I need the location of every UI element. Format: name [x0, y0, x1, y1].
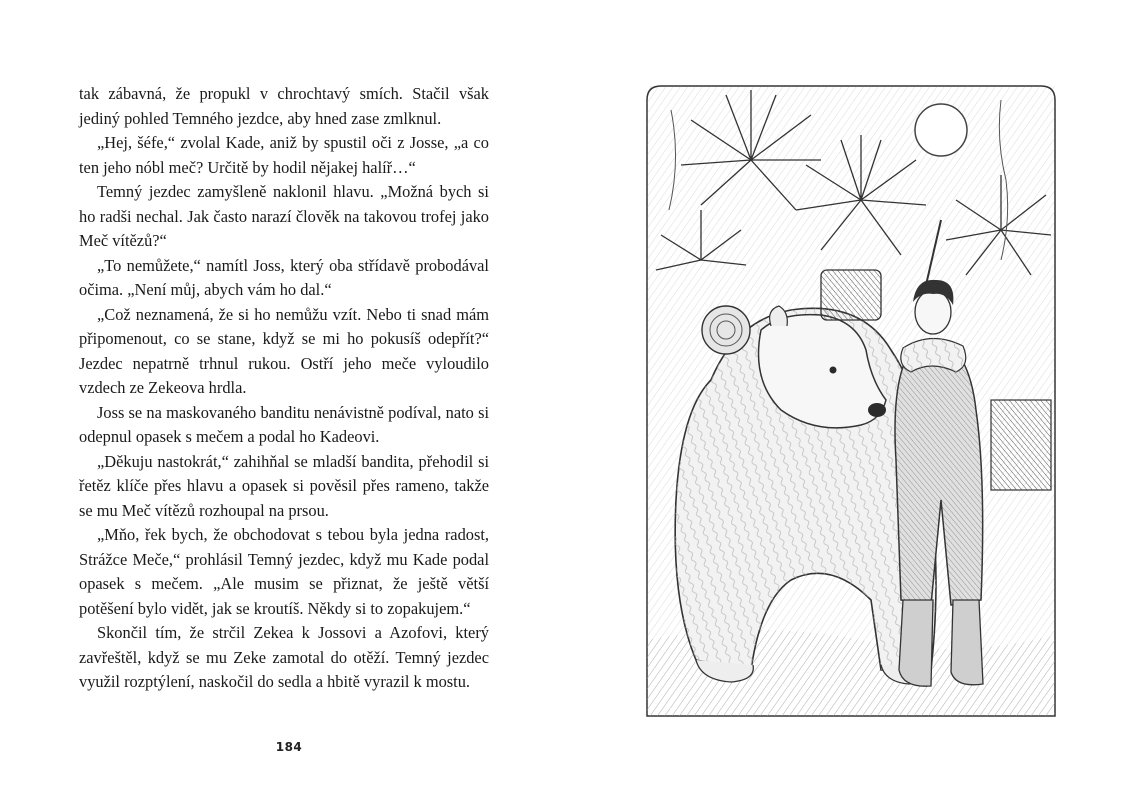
paragraph: „Což neznamená, že si ho nemůžu vzít. Nebo ti snad mám připomenout, co se stane, když se mi ho pokusíš odepřít?“ Jezdec nepatrně trhnul rukou. Ostří jeho meče vyloudilo vzdech ze Zekeova hrdla. [79, 304, 489, 397]
temple-door [991, 400, 1051, 490]
paragraph: „Hej, šéfe,“ zvolal Kade, aniž by spustil oči z Josse, „a co ten jeho nóbl meč? Určitě by hodil nějakej halíř…“ [79, 133, 489, 177]
paragraph: „To nemůžete,“ namítl Joss, který oba střídavě probodával očima. „Není můj, abych vám ho dal.“ [79, 255, 489, 299]
paragraph: Skončil tím, že strčil Zekea k Jossovi a Azofovi, který zavřeštěl, když se mu Zeke zamotal do otěží. Temný jezdec využil rozptýlení, naskočil do sedla a hbitě vyrazil k mostu. [79, 623, 489, 691]
paragraph: Joss se na maskovaného banditu nenávistně podíval, nato si odepnul opasek s mečem a podal ho Kadeovi. [79, 402, 489, 446]
sun-icon [915, 104, 967, 156]
body-text [79, 82, 489, 695]
page-number: 184 [275, 740, 303, 754]
paragraph: Temný jezdec zamyšleně naklonil hlavu. „Možná bych si ho radši nechal. Jak často narazí člověk na takovou trofej jako Meč vítězů?“ [79, 182, 489, 250]
right-page [566, 0, 1132, 800]
paragraph: tak zábavná, že propukl v chrochtavý smích. Stačil však jediný pohled Temného jezdce, aby hned zase zmlknul. [79, 84, 489, 128]
illustration-bear-and-boy [641, 80, 1061, 720]
paragraph: „Děkuju nastokrát,“ zahihňal se mladší bandita, přehodil si řetěz klíče přes hlavu a opasek si pověsil přes rameno, takže se mu Meč vítězů rozhoupal na prsou. [79, 451, 489, 520]
illustration-svg [641, 80, 1061, 720]
paragraph: „Mňo, řek bych, že obchodovat s tebou byla jedna radost, Strážce Meče,“ prohlásil Temný jezdec, když mu Kade podal opasek s mečem. „Ale musim se přiznat, že ještě větší potěšení bylo vidět, jak se kroutíš. Někdy si to zopakujem.“ [79, 525, 489, 618]
